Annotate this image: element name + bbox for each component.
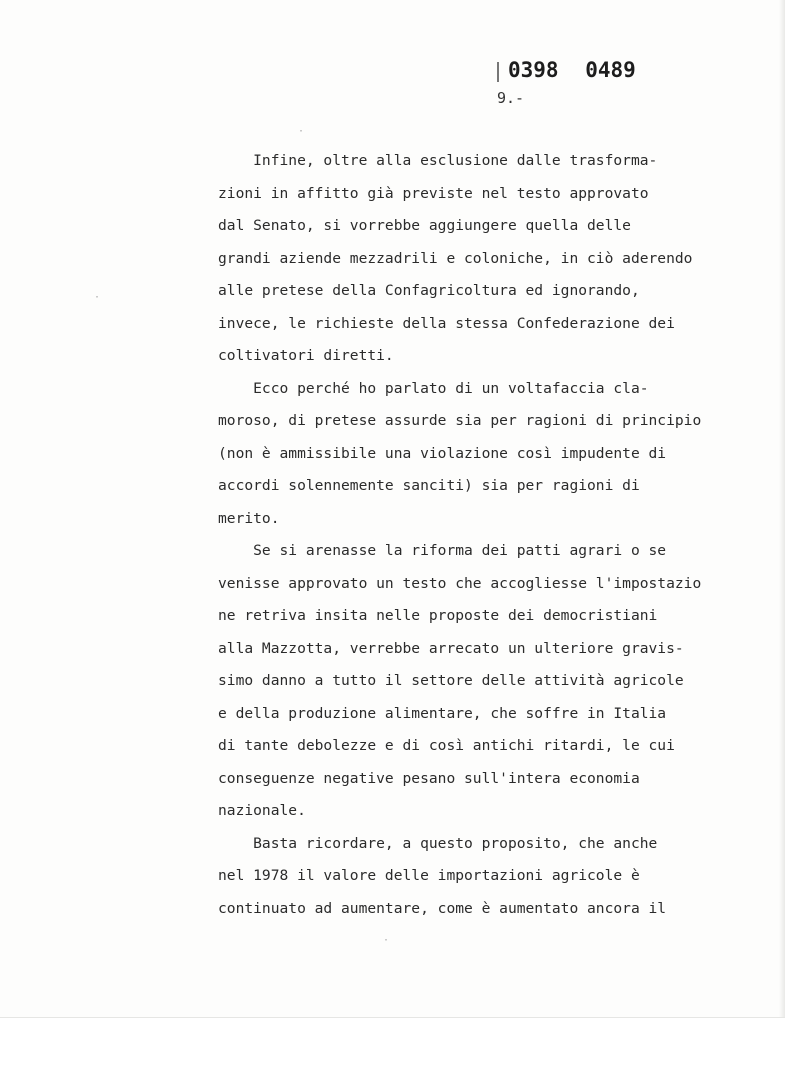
text-line: Infine, oltre alla esclusione dalle trasforma-	[218, 152, 658, 169]
text-line: dal Senato, si vorrebbe aggiungere quella delle	[218, 217, 631, 234]
text-line: invece, le richieste della stessa Confederazione dei	[218, 314, 675, 332]
paragraph	[218, 145, 738, 373]
text-line: zioni in affitto già previste nel testo approvato	[218, 184, 649, 202]
scan-edge-bottom	[0, 1017, 785, 1080]
stamp-number-2: 0489	[585, 58, 636, 82]
stamp-mark	[497, 62, 501, 82]
text-line: nel 1978 il valore delle importazioni agricole è	[218, 867, 640, 884]
scan-speck: ·	[94, 292, 101, 303]
paragraph	[218, 828, 738, 926]
text-line: alla Mazzotta, verrebbe arrecato un ulteriore gravis-	[218, 639, 684, 657]
text-line: accordi solennemente sanciti) sia per ragioni di	[218, 477, 640, 494]
text-line: (non è ammissibile una violazione così impudente di	[218, 444, 667, 462]
scan-edge-right	[779, 0, 785, 1018]
paragraph	[218, 373, 738, 536]
archive-stamp	[508, 58, 636, 82]
scan-speck: ·	[298, 126, 305, 137]
text-line: ne retriva insita nelle proposte dei democristiani	[218, 607, 658, 624]
text-line: e della produzione alimentare, che soffre in Italia	[218, 704, 667, 722]
text-line: Se si arenasse la riforma dei patti agrari o se	[218, 542, 667, 559]
text-line: simo danno a tutto il settore delle attività agricole	[218, 672, 684, 689]
text-line: di tante debolezze e di così antichi ritardi, le cui	[218, 737, 675, 754]
body-text	[218, 145, 738, 925]
paragraph	[218, 535, 738, 828]
text-line: Basta ricordare, a questo proposito, che anche	[218, 834, 658, 852]
text-line: continuato ad aumentare, come è aumentato ancora il	[218, 899, 667, 917]
text-line: conseguenze negative pesano sull'intera economia	[218, 769, 640, 787]
scan-speck: ·	[383, 935, 390, 946]
page-number: 9.-	[497, 89, 525, 107]
text-line: coltivatori diretti.	[218, 347, 394, 364]
text-line: nazionale.	[218, 802, 306, 819]
text-line: merito.	[218, 509, 280, 527]
stamp-number-1: 0398	[508, 58, 559, 82]
text-line: grandi aziende mezzadrili e coloniche, in ciò aderendo	[218, 249, 693, 267]
text-line: moroso, di pretese assurde sia per ragioni di principio	[218, 412, 702, 429]
text-line: alle pretese della Confagricoltura ed ignorando,	[218, 282, 640, 299]
text-line: Ecco perché ho parlato di un voltafaccia cla-	[218, 379, 649, 397]
text-line: venisse approvato un testo che accogliesse l'impostazio	[218, 574, 702, 592]
